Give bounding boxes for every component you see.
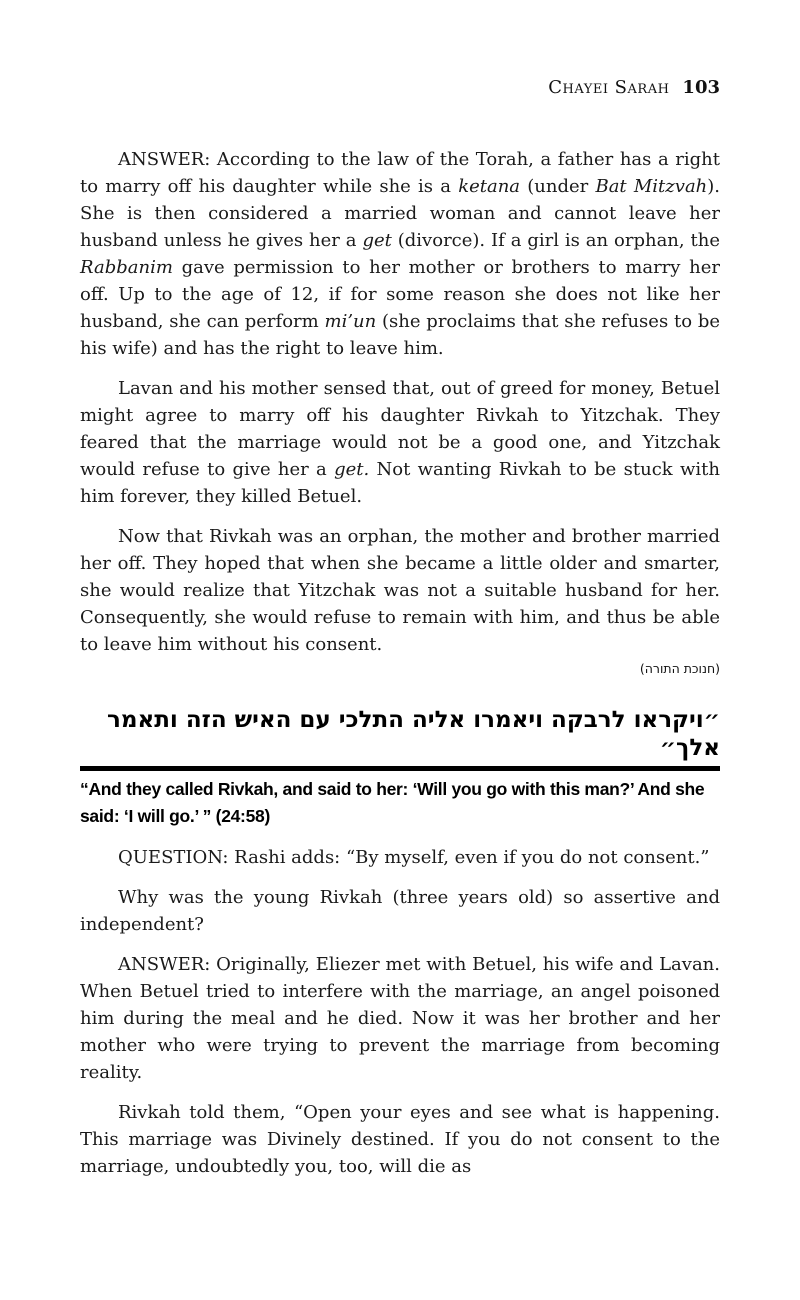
paragraph (80, 375, 720, 510)
text-run: ). She is then considered a married woman and cannot leave her husband unless he gives her a (80, 176, 721, 251)
text-run: (under (520, 176, 596, 197)
text-run: Lavan and his mother sensed that, out of greed for money, Betuel might agree to marry off his daughter Rivkah to Yitzchak. They feared that the marriage would not be a good one, and Yitzchak would refuse to give her a (80, 378, 720, 480)
text-run: QUESTION: Rashi adds: “By myself, even if you do not consent.” (118, 847, 710, 868)
source-citation: (חנוכת התורה) (639, 661, 720, 676)
italic-term: get (362, 230, 392, 251)
commentary-part-2 (80, 844, 720, 1180)
paragraph (80, 1099, 720, 1180)
text-run: ANSWER: Originally, Eliezer met with Betuel, his wife and Lavan. When Betuel tried to interfere with the marriage, an angel poisoned him during the meal and he died. Now it was her brother and her mother who were trying to prevent the marriage from becoming reality. (80, 954, 720, 1083)
paragraph (80, 951, 720, 1086)
text-run: (divorce). If a girl is an orphan, the (391, 230, 720, 251)
running-head (80, 78, 720, 98)
paragraph (80, 523, 720, 658)
verse-translation: “And they called Rivkah, and said to her: ‘Will you go with this man?’ And she said: ‘I will go.’ ” (24:58) (80, 779, 705, 826)
text-run: Not wanting Rivkah to be stuck with him forever, they killed Betuel. (80, 459, 720, 507)
italic-term: mi’un (324, 311, 377, 332)
italic-term: Bat Mitzvah (595, 176, 708, 197)
text-run: Rivkah told them, “Open your eyes and see what is happening. This marriage was Divinely destined. If you do not consent to the marriage, undoubtedly you, too, will die as (80, 1102, 720, 1177)
heading-rule (80, 766, 720, 771)
text-run: Why was the young Rivkah (three years old) so assertive and independent? (80, 887, 720, 935)
italic-term: ketana (458, 176, 521, 197)
text-run: gave permission to her mother or brothers to marry her off. Up to the age of 12, if for some reason she does not like her husband, she can perform (80, 257, 720, 332)
section-heading (80, 706, 720, 830)
paragraph (80, 146, 720, 362)
text-run: ANSWER: According to the law of the Torah, a father has a right to marry off his daughter while she is a (80, 149, 720, 197)
commentary-part-1 (80, 146, 720, 658)
hebrew-verse-heading: ״ויקראו לרבקה ויאמרו אליה התלכי עם האיש הזה ותאמר אלך״ (106, 707, 720, 761)
italic-term: get. (334, 459, 370, 480)
text-run: (she proclaims that she refuses to be his wife) and has the right to leave him. (80, 311, 720, 359)
text-run: Now that Rivkah was an orphan, the mother and brother married her off. They hoped that when she became a little older and smarter, she would realize that Yitzchak was not a suitable husband for her. Consequently, she would refuse to remain with him, and thus be able to leave him without his consent. (80, 526, 720, 655)
paragraph (80, 884, 720, 938)
paragraph (80, 844, 720, 871)
page-number: 103 (682, 77, 720, 98)
book-page (80, 78, 720, 1180)
parsha-title: Chayei Sarah (548, 77, 670, 98)
italic-term: Rabbanim (80, 257, 173, 278)
